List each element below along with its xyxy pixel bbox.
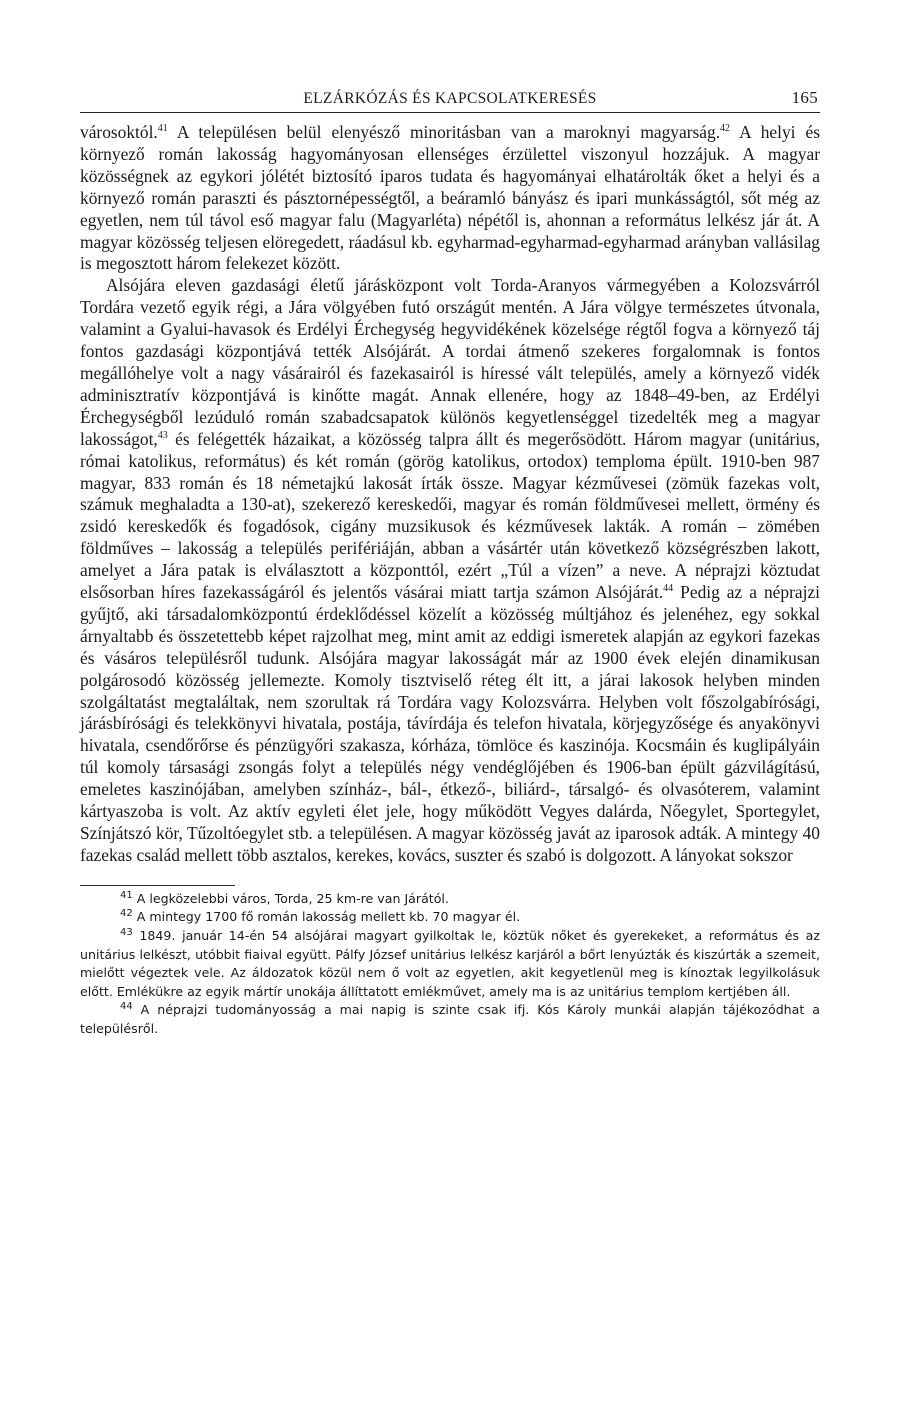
footnote-text: A legközelebbi város, Torda, 25 km-re van Járától. xyxy=(132,890,449,906)
footnote-text: 1849. január 14-én 54 alsójárai magyart gyilkoltak le, köztük nőket és gyerekeket, a református és az unitárius lelkészt, utóbbit fiaival együtt. Pálfy József unitárius lelkész karjáról a bőrt lenyúzták és kiszúrták a szemeit, mielőtt végeztek vele. Az áldozatok közül nem ő volt az egyetlen, akit kegyetlenül meg is kínoztak legyilkolásuk előtt. Emlékükre az egyik mártír unokája állíttatott emlékművet, amely ma is az unitárius templom kertjében áll. xyxy=(80,928,820,999)
paragraph-1-text-c: A helyi és környező román lakosság hagyományosan ellenséges érzülettel viszonyul hozzájuk. A magyar közösségnek az egykori jólétét biztosító iparos tudata és hagyományai elhatárolták őket a helyi és a környező román paraszti és pásztornépességtől, a beáramló bányász és ipari munkásságtól, sőt még az egyetlen, nem túl távol eső magyar falu (Magyarléta) népétől is, ahonnan a református lelkész jár át. A magyar közösség teljesen elöregedett, ráadásul kb. egyharmad-egyharmad-egyharmad arányban vallásilag is megosztott három felekezet között. xyxy=(80,122,820,274)
paragraph-2-text-c: Pedig az a néprajzi gyűjtő, aki társadalomközpontú érdeklődéssel közelít a közösség múltjához és jelenéhez, egy sokkal árnyaltabb és összetettebb képet rajzolhat meg, mint amit az eddigi ismeretek alapján az egykori fazekas és vásáros településről tudunk. Alsójára magyar lakosságát már az 1900 évek elején dinamikusan polgárosodó közösség jellemezte. Komoly tisztviselő réteg élt itt, a járai lakosok helyben minden szolgáltatást megtaláltak, nem szorultak rá Tordára vagy Kolozsvárra. Helyben volt főszolgabírósági, járásbírósági és telekkönyvi hivatala, postája, távírdája és telefon hivatala, körjegyzősége és anyakönyvi hivatala, csendőrőrse és pénzügyőri szakasza, kórháza, tömlöce és kaszinója. Kocsmáin és kuglipályáin túl komoly társasági zsongás folyt a település négy vendéglőjében és 1906-ban épült gázvilágítású, emeletes kaszinójában, amelyben színház-, bál-, étkező-, biliárd-, társalgó- és olvasóterem, valamint kártyaszoba is volt. Az aktív egyleti élet jele, hogy működött Vegyes dalárda, Nőegylet, Sportegylet, Színjátszó kör, Tűzoltóegylet stb. a településen. A magyar közösség javát az iparosok adták. A mintegy 40 fazekas család mellett több asztalos, kerekes, kovács, suszter és szabó is dolgozott. A lányokat sokszor xyxy=(80,582,820,865)
paragraph-1-text-a: városoktól. xyxy=(80,122,158,142)
footnote-number: 42 xyxy=(120,908,133,920)
footnotes xyxy=(80,879,820,1039)
running-title: ELZÁRKÓZÁS ÉS KAPCSOLATKERESÉS xyxy=(303,90,597,107)
footnote-text: A mintegy 1700 fő román lakosság mellett kb. 70 magyar él. xyxy=(132,909,521,925)
paragraph-1 xyxy=(80,122,820,275)
footnote-ref-41: 41 xyxy=(157,123,168,135)
footnote-number: 41 xyxy=(120,889,133,901)
footnote-42 xyxy=(80,908,820,927)
footnote-44 xyxy=(80,1001,820,1038)
footnote-ref-42: 42 xyxy=(720,123,731,135)
paragraph-2 xyxy=(80,275,820,866)
page-number: 165 xyxy=(791,88,818,107)
main-text xyxy=(80,122,820,867)
running-header xyxy=(80,86,820,113)
footnote-number: 44 xyxy=(120,1001,133,1013)
paragraph-2-text-b: és felégették házaikat, a közösség talpra állt és megerősödött. Három magyar (unitárius, római katolikus, református) és két román (görög katolikus, ortodox) temploma épült. 1910-ben 987 magyar, 833 román és 18 németajkú lakosát írták össze. Magyar kézművesei (zömük fazekas volt, számuk meghaladta a 130-at), szekerező kereskedői, magyar és román földművesei mellett, örmény és zsidó kereskedők és fogadósok, cigány muzsikusok és kézművesek lakták. A román – zömében földműves – lakosság a település perifériáján, abban a vásártér után következő községrészben lakott, amelyet a Jára patak is elválasztott a központtól, ezért „Túl a vízen” a neve. A néprajzi köztudat elsősorban híres fazekasságáról és jelentős vásárai miatt tartja számon Alsójárát. xyxy=(80,428,820,603)
footnote-divider xyxy=(80,885,235,886)
footnote-43 xyxy=(80,927,820,1001)
footnote-number: 43 xyxy=(120,926,133,938)
footnote-41 xyxy=(80,890,820,909)
footnote-ref-44: 44 xyxy=(663,583,674,595)
paragraph-2-text-a: Alsójára eleven gazdasági életű járásközpont volt Torda-Aranyos vármegyében a Kolozsvárról Tordára vezető egyik régi, a Jára völgyében futó országút mentén. A Jára völgye természetes útvonala, valamint a Gyalui-havasok és Erdélyi Érchegység hegyvidékének közelsége régtől fogva a környező táj fontos gazdasági központjává tették Alsójárát. A tordai átmenő szekeres forgalomnak is fontos megállóhelye volt a nagy vásárairól és fazekasairól is híressé vált település, amely a környező vidék adminisztratív központjává is kinőtte magát. Annak ellenére, hogy az 1848–49-ben, az Erdélyi Érchegységből lezúduló román szabadcsapatok különös kegyetlenséggel tizedelték meg a magyar lakosságot, xyxy=(80,275,820,449)
book-page xyxy=(80,86,820,1039)
footnote-text: A néprajzi tudományosság a mai napig is szinte csak ifj. Kós Károly munkái alapján tájékozódhat a településről. xyxy=(80,1002,820,1036)
paragraph-1-text-b: A településen belül elenyésző minoritásban van a maroknyi magyarság. xyxy=(167,122,721,142)
footnote-ref-43: 43 xyxy=(157,429,168,441)
